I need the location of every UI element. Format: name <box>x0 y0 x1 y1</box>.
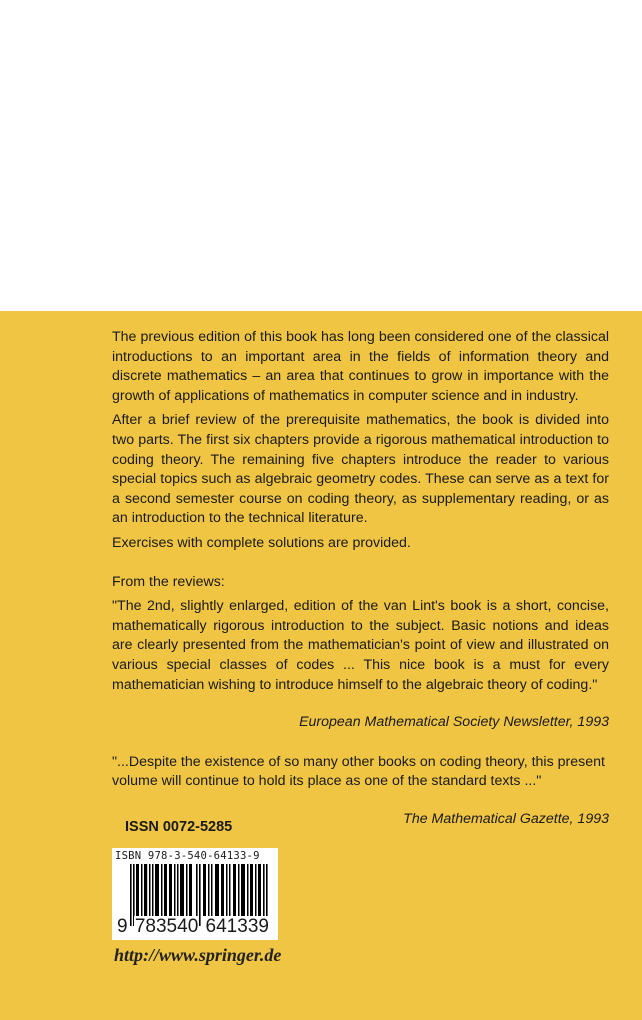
review-source-1: European Mathematical Society Newsletter, 1993 <box>299 714 609 731</box>
issn-label: ISSN 0072-5285 <box>125 819 233 835</box>
publisher-url: http://www.springer.de <box>114 945 282 965</box>
blurb-paragraph-1: The previous edition of this book has long been considered one of the classical introductions to an important area in the fields of information theory and discrete mathematics – an area that continues to grow in importance with the growth of applications of mathematics in computer science and in industry. <box>112 329 609 404</box>
review-quote-2: "...Despite the existence of so many other books on coding theory, this present volume will continue to hold its place as one of the standard texts ..." <box>112 753 605 790</box>
isbn-label: ISBN 978-3-540-64133-9 <box>115 850 260 862</box>
blank-top-area <box>0 0 642 311</box>
blurb-paragraph-2: After a brief review of the prerequisite mathematics, the book is divided into two parts. The first six chapters provide a rigorous mathematical introduction to coding theory. The remaining five chapters introduce the reader to various special topics such as algebraic geometry codes. These can serve as a text for a second semester course on coding theory, as supplementary reading, or as an introduction to the technical literature. <box>112 412 609 527</box>
review-source-2: The Mathematical Gazette, 1993 <box>403 810 609 827</box>
back-cover <box>0 311 642 1020</box>
isbn-barcode <box>112 848 278 940</box>
reviews-heading: From the reviews: <box>112 573 225 590</box>
review-quote-1: "The 2nd, slightly enlarged, edition of the van Lint's book is a short, concise, mathematically rigorous introduction to the subject. Basic notions and ideas are clearly presented from the mathematician's point of view and illustrated on various special classes of codes ... This nice book is a must for every mathematician wishing to introduce himself to the algebraic theory of coding." <box>112 598 609 693</box>
blurb-paragraph-3: Exercises with complete solutions are provided. <box>112 534 411 551</box>
blurb-text-block <box>112 328 609 829</box>
ean-first-digit: 9 <box>117 916 128 937</box>
ean-left-group: 783540 <box>134 916 199 937</box>
ean-right-group: 641339 <box>205 916 269 937</box>
ean-digits <box>116 917 270 937</box>
